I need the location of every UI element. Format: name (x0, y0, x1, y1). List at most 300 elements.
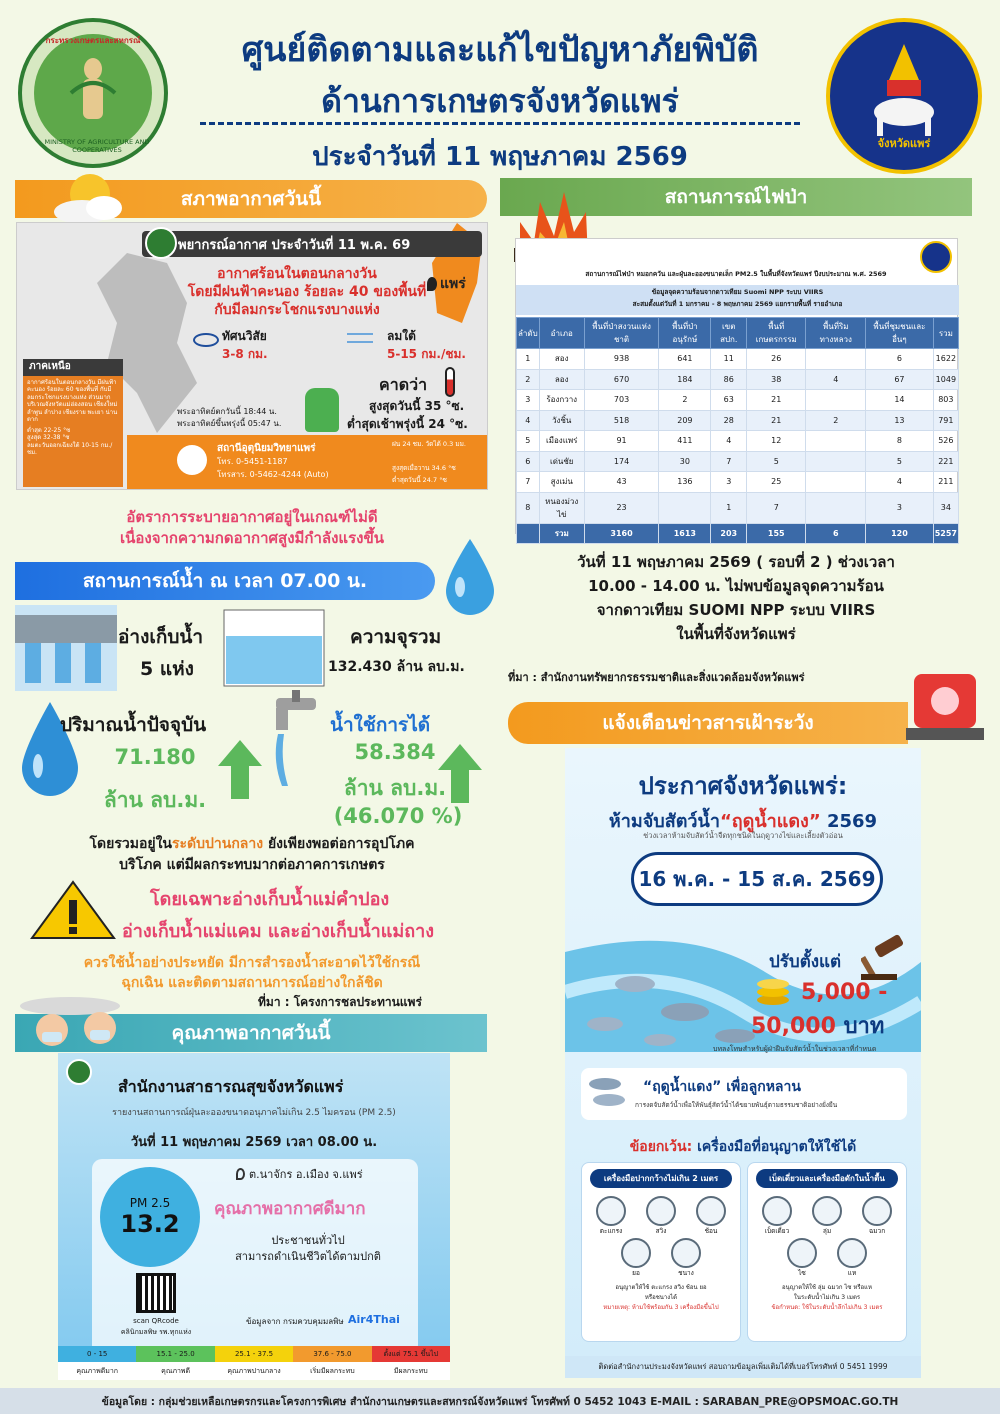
fire-table-col-header: พื้นที่ชุมชนและอื่นๆ (866, 318, 934, 349)
fire-table-total-row (517, 523, 959, 544)
fishing-tool-label: สวิง (655, 1227, 667, 1235)
sunset: พระอาทิตย์ตกวันนี้ 18:44 น. (177, 407, 277, 416)
warning-icon (28, 878, 118, 942)
forecast-label: คาดว่า (379, 375, 428, 394)
tool-group2-note2: ในระดับน้ำไม่เกิน 3 เมตร (793, 1294, 861, 1301)
fire-table-total-cell: 3160 (584, 523, 659, 544)
fishing-tool (589, 1196, 633, 1236)
fire-table-cell: 174 (584, 451, 659, 472)
fire-source: ที่มา : สำนักงานทรัพยากรธรรมชาติและสิ่งแวดล้อมจังหวัดแพร่ (508, 671, 805, 684)
fishing-tool (689, 1196, 733, 1236)
pm-level (136, 1346, 214, 1380)
fishing-tool-icon (621, 1238, 651, 1268)
current-up-arrow-icon (218, 740, 262, 766)
pm-level-list (58, 1346, 450, 1380)
phrae-seal-small-icon (920, 241, 952, 273)
tmd-logo-icon (145, 227, 177, 259)
fishing-tool (780, 1238, 824, 1278)
alert-period: 16 พ.ค. - 15 ส.ค. 2569 (631, 852, 883, 906)
fire-table-cell: 38 (747, 369, 806, 390)
page-date: ประจำวันที่ 11 พฤษภาคม 2569 (312, 142, 688, 172)
qr-code-icon (136, 1273, 176, 1313)
fire-table-cell: 641 (659, 349, 711, 370)
ministry-seal-text: MINISTRY OF AGRICULTURE AND COOPERATIVES (44, 138, 150, 154)
fire-table-wrap (516, 317, 959, 544)
alert-banner (508, 702, 908, 744)
pm-value: 13.2 (120, 1210, 180, 1238)
visibility-value: 3-8 กม. (222, 347, 268, 361)
reservoir-tank-icon (222, 608, 326, 688)
fire-table-cell: 13 (866, 410, 934, 431)
fire-table-cell: 2 (806, 410, 866, 431)
season-title: “ฤดูน้ำแดง” เพื่อลูกหลาน (643, 1079, 801, 1095)
ministry-seal (18, 18, 168, 168)
fire-table-cell: เมืองแพร่ (539, 431, 584, 452)
fishing-tool-icon (762, 1196, 792, 1226)
fire-table-cell: 938 (584, 349, 659, 370)
page-title-line1: ศูนย์ติดตามและแก้ไขปัญหาภัยพิบัติ (241, 30, 759, 70)
fire-table-row (517, 451, 959, 472)
fire-table-cell: 21 (747, 410, 806, 431)
pm-level-range: 0 - 15 (58, 1346, 136, 1362)
fire-table-col-header: พื้นที่ริมทางหลวง (806, 318, 866, 349)
pm-level-label: เริ่มมีผลกระทบ (293, 1362, 371, 1380)
pin-icon (427, 277, 437, 291)
gavel-icon (861, 934, 911, 980)
fire-table-col-header: ลำดับ (517, 318, 540, 349)
fire-table-cell: 23 (584, 492, 659, 523)
air4thai-logo: Air4Thai (348, 1313, 400, 1326)
tool-group1-list (582, 1194, 740, 1280)
province-label (427, 273, 466, 295)
fishing-tool-icon (671, 1238, 701, 1268)
station-tel2: โทรสาร. 0-5462-4244 (Auto) (217, 470, 329, 479)
fire-table-cell: 4 (806, 369, 866, 390)
alert-subtitle-year: 2569 (820, 811, 878, 832)
visibility-label: ทัศนวิสัย (222, 329, 267, 343)
fire-table-cell: 34 (933, 492, 958, 523)
reservoir-label: อ่างเก็บน้ำ (118, 626, 204, 648)
fire-table-row (517, 369, 959, 390)
fire-table-cell: 209 (659, 410, 711, 431)
fire-table-cell: 670 (584, 369, 659, 390)
tool-group1-title: เครื่องมือปากกว้างไม่เกิน 2 เมตร (590, 1169, 732, 1188)
fire-table-cell (806, 349, 866, 370)
water-summary-line1 (16, 833, 488, 855)
fire-table-cell: 86 (711, 369, 747, 390)
pm-level-label: คุณภาพปานกลาง (215, 1362, 293, 1380)
fire-table-cell: 14 (866, 390, 934, 411)
fire-table-cell: 25 (747, 472, 806, 493)
pm-level-label: คุณภาพดี (136, 1362, 214, 1380)
alert-subtitle-desc: ช่วงเวลาห้ามจับสัตว์น้ำจืดทุกชนิดในฤดูวางไข่และเลี้ยงตัวอ่อน (643, 831, 843, 840)
pm-level-scale (58, 1346, 450, 1380)
tool-group1 (581, 1162, 741, 1342)
usable-water-unit: ล้าน ลบ.ม. (343, 776, 447, 800)
fire-table-cell: 1049 (933, 369, 958, 390)
pm-level-label: คุณภาพดีมาก (58, 1362, 136, 1380)
fire-table-cell: 21 (747, 390, 806, 411)
weather-banner-label: สภาพอากาศวันนี้ (180, 188, 322, 210)
tool-group2-title: เบ็ดเดี่ยวและเครื่องมือดักในน้ำตื้น (756, 1169, 898, 1188)
fine-value2: 50,000 (751, 1014, 836, 1039)
exception-title (565, 1136, 921, 1158)
pm-level (58, 1346, 136, 1380)
ventilation-note-line1: อัตราการระบายอากาศอยู่ในเกณฑ์ไม่ดี (126, 508, 378, 526)
fire-table-cell: 8 (517, 492, 540, 523)
fire-table-cell: 11 (711, 349, 747, 370)
max-temp: สูงสุดวันนี้ 35 °ซ. (369, 399, 465, 413)
fishing-tool-icon (837, 1238, 867, 1268)
fishing-tool-label: แห (847, 1269, 857, 1277)
fire-table-cell: หนองม่วงไข่ (539, 492, 584, 523)
warn-line1: โดยเฉพาะอ่างเก็บน้ำแม่คำปอง (150, 889, 390, 910)
fire-table-row (517, 492, 959, 523)
fire-table-title: สถานการณ์ไฟป่า หมอกควัน และฝุ่นละอองขนาดเล็ก PM2.5 ในพื้นที่จังหวัดแพร่ ปีงบประมาณ พ.ศ. 2569 (585, 270, 887, 278)
sunrise: พระอาทิตย์ขึ้นพรุ่งนี้ 05:47 น. (177, 419, 282, 428)
location-pin-icon (236, 1168, 245, 1180)
water-source: ที่มา : โครงการชลประทานแพร่ (258, 995, 422, 1009)
province-seal (826, 18, 982, 174)
fire-table-total-cell: 120 (866, 523, 934, 544)
fire-table-cell: 91 (584, 431, 659, 452)
usable-water-value: 58.384 (354, 740, 436, 764)
fire-table-cell (806, 472, 866, 493)
fire-table-panel (515, 238, 958, 538)
temp-yesterday-max: สูงสุดเมื่อวาน 34.6 °ซ (392, 464, 456, 472)
exception-prefix: ข้อยกเว้น: (629, 1139, 693, 1155)
qr-label1: scan QRcode (133, 1317, 179, 1325)
tool-group1-note1: อนุญาตให้ใช้ ตะแกรง สวิง ช้อน ยอ (615, 1284, 707, 1291)
pm-level-range: 37.6 - 75.0 (293, 1346, 371, 1362)
eye-icon (193, 333, 219, 347)
tool-group1-note3: หมายเหตุ: ห้ามใช้พร้อมกัน 3 เครื่องมือขึ้นไป (603, 1304, 719, 1311)
air-advice1: ประชาชนทั่วไป (271, 1234, 345, 1247)
pm-level-range: 15.1 - 25.0 (136, 1346, 214, 1362)
fire-table-cell: 791 (933, 410, 958, 431)
forecast-headline2: โดยมีฝนฟ้าคะนอง ร้อยละ 40 ของพื้นที่ (187, 284, 427, 300)
air-report-date: วันที่ 11 พฤษภาคม 2569 เวลา 08.00 น. (130, 1135, 378, 1150)
rain-24h: ฝน 24 ชม. วัดได้ 0.3 มม. (392, 440, 466, 448)
water-summary-line2: บริโภค แต่มีผลกระทบมากต่อภาคการเกษตร (119, 857, 385, 873)
current-up-arrow-stem (231, 765, 249, 799)
fishing-tool (664, 1238, 708, 1278)
wind-icon (347, 333, 373, 343)
air-data-source: ข้อมูลจาก กรมควบคุมมลพิษ (246, 1317, 344, 1326)
fire-table-cell: 6 (866, 349, 934, 370)
air-location-label: ต.นาจักร อ.เมือง จ.แพร่ (249, 1168, 363, 1181)
fire-table-cell: 2 (659, 390, 711, 411)
fire-table-cell: 7 (517, 472, 540, 493)
fire-table-cell: 28 (711, 410, 747, 431)
pm-label: PM 2.5 (129, 1196, 171, 1210)
moph-logo-icon (66, 1059, 92, 1085)
fire-status-line3: จากดาวเทียม SUOMI NPP ระบบ VIIRS (596, 601, 876, 619)
fishing-tool-icon (646, 1196, 676, 1226)
fishing-tool-label: ตะแกรง (599, 1227, 623, 1235)
fire-table-body (517, 349, 959, 544)
fire-table-col-header: เขต สปก. (711, 318, 747, 349)
fire-table-cell: 5 (747, 451, 806, 472)
tool-group2-note3: ข้อกำหนด: ใช้ในระดับน้ำลึกไม่เกิน 3 เมตร (771, 1304, 883, 1311)
fire-table-cell: 1 (711, 492, 747, 523)
fishing-tool (614, 1238, 658, 1278)
fishing-tool (855, 1196, 899, 1236)
fire-table-total-cell: 203 (711, 523, 747, 544)
water-drop-icon (440, 535, 500, 615)
min-temp: ต่ำสุดเช้าพรุ่งนี้ 24 °ซ. (347, 417, 468, 431)
pm-level (293, 1346, 371, 1380)
sun-cloud-icon (52, 166, 132, 226)
fine-label: ปรับตั้งแต่ (769, 952, 842, 972)
fire-table-cell: 703 (584, 390, 659, 411)
season-desc: การงดจับสัตว์น้ำเพื่อให้พันธุ์สัตว์น้ำได้ขยายพันธุ์ตามธรรมชาติอย่างยั่งยืน (635, 1101, 838, 1109)
region-box (23, 359, 123, 487)
masked-people-icon (20, 996, 130, 1054)
fire-table-cell: 67 (866, 369, 934, 390)
forecast-headline3: กับมีลมกระโชกแรงบางแห่ง (214, 302, 380, 318)
fire-table-cell: 1 (517, 349, 540, 370)
tool-group2-note1: อนุญาตให้ใช้ ลุ่ม ฉมวก ไซ หรือแห (782, 1284, 872, 1291)
fire-table-head-row (517, 318, 959, 349)
fire-banner-label: สถานการณ์ไฟป่า (664, 186, 808, 208)
footer-text: ข้อมูลโดย : กลุ่มช่วยเหลือเกษตรกรและโครงการพิเศษ สำนักงานเกษตรและสหกรณ์จังหวัดแพร่ โทรศัพท์ 0 5452 1043 E-MAIL : SARABAN_PRE@OPSMOAC.GO.TH (101, 1395, 899, 1408)
fire-table-cell: 7 (747, 492, 806, 523)
fire-table-row (517, 431, 959, 452)
usable-water-percent: (46.070 %) (333, 804, 463, 828)
region-high: สูงสุด 32-38 °ซ (27, 434, 70, 441)
fire-hotspot-table (516, 317, 959, 544)
tool-group2-list (748, 1194, 906, 1280)
fire-table-cell: 30 (659, 451, 711, 472)
fire-table-cell: 526 (933, 431, 958, 452)
fire-table-cell: 43 (584, 472, 659, 493)
fire-table-total-cell (517, 523, 540, 544)
water-banner-label: สถานการณ์น้ำ ณ เวลา 07.00 น. (82, 570, 368, 592)
page-title-line2: ด้านการเกษตรจังหวัดแพร่ (321, 82, 679, 120)
ventilation-note-line2: เนื่องจากความกดอากาศสูงมีกำลังแรงขึ้น (119, 529, 384, 547)
capacity-label: ความจุรวม (350, 626, 442, 648)
fire-table-cell: 4 (866, 472, 934, 493)
fire-table-cell: 3 (517, 390, 540, 411)
alert-subtitle-prefix: ห้ามจับสัตว์น้ำ (608, 811, 720, 832)
current-water-unit: ล้าน ลบ.ม. (103, 788, 207, 812)
region-label: ภาคเหนือ (23, 359, 123, 376)
fire-table-row (517, 390, 959, 411)
fire-table-row (517, 349, 959, 370)
fire-table-col-header: อำเภอ (539, 318, 584, 349)
fishing-tool-label: ไซ (798, 1269, 806, 1277)
fishing-tool (805, 1196, 849, 1236)
fire-table-cell: 211 (933, 472, 958, 493)
fire-table-col-header: พื้นที่เกษตรกรรม (747, 318, 806, 349)
fire-table-total-cell: 6 (806, 523, 866, 544)
fire-table-cell: 1622 (933, 349, 958, 370)
summary-level: ระดับปานกลาง (171, 836, 264, 852)
region-text: อากาศร้อนในตอนกลางวัน มีฝนฟ้าคะนอง ร้อยละ 60 ของพื้นที่ กับมีลมกระโชกแรงบางแห่ง ส่วนมากบริเวณจังหวัดแม่ฮ่องสอน เชียงใหม่ ลำพูน ลำปาง เชียงราย พะเยา น่าน ตาก (27, 378, 118, 423)
warn-line2: อ่างเก็บน้ำแม่แคม และอ่างเก็บน้ำแม่ถาง (122, 921, 434, 942)
summary-prefix: โดยรวมอยู่ใน (89, 836, 172, 852)
fire-table-cell: เด่นชัย (539, 451, 584, 472)
alert-subtitle-highlight: “ฤดูน้ำแดง” (719, 811, 821, 832)
capacity-value: 132.430 ล้าน ลบ.ม. (328, 659, 465, 675)
summary-rest: ยังเพียงพอต่อการอุปโภค (263, 836, 415, 852)
fire-table-cell (806, 431, 866, 452)
region-wind: ลมตะวันออกเฉียงใต้ 10-15 กม./ชม. (27, 441, 113, 456)
fire-table-cell: ลอง (539, 369, 584, 390)
siren-icon (904, 650, 986, 744)
pm-level (215, 1346, 293, 1380)
fire-table-cell: 803 (933, 390, 958, 411)
fire-table-cell: 136 (659, 472, 711, 493)
fire-table-cell: 518 (584, 410, 659, 431)
fishing-tool-label: เบ็ดเดี่ยว (764, 1227, 790, 1235)
fire-table-sub2: สะสมตั้งแต่วันที่ 1 มกราคม - 8 พฤษภาคม 2569 แยกรายพื้นที่ รายอำเภอ (632, 300, 843, 308)
coins-icon (755, 976, 791, 1006)
air-office: สำนักงานสาธารณสุขจังหวัดแพร่ (118, 1077, 344, 1096)
fire-table-cell (659, 492, 711, 523)
fire-table-cell: 5 (866, 451, 934, 472)
province-seal-text: จังหวัดแพร่ (877, 137, 931, 150)
fishing-tool-icon (812, 1196, 842, 1226)
usable-up-arrow-stem (451, 769, 469, 803)
usable-water-label: น้ำใช้การได้ (330, 714, 431, 736)
fire-table-cell: วังชิ้น (539, 410, 584, 431)
fishing-tool (755, 1196, 799, 1236)
exception-rest: เครื่องมือที่อนุญาตให้ใช้ได้ (692, 1139, 857, 1155)
fire-table-total-cell: 155 (747, 523, 806, 544)
water-banner (15, 562, 435, 600)
station-tel1: โทร. 0-5451-1187 (217, 457, 288, 466)
forecast-title: พยากรณ์อากาศ ประจำวันที่ 11 พ.ค. 69 (178, 237, 411, 253)
fire-table-sub1: ข้อมูลจุดความร้อนจากดาวเทียม Suomi NPP ระบบ VIIRS (651, 288, 824, 296)
fire-table-cell: 6 (517, 451, 540, 472)
pm-level-label: มีผลกระทบ (372, 1362, 450, 1380)
current-water-value: 71.180 (114, 745, 196, 769)
air-location (236, 1165, 363, 1183)
fishing-tool (639, 1196, 683, 1236)
tool-group2 (747, 1162, 907, 1342)
fire-table-cell: 221 (933, 451, 958, 472)
air-banner-label: คุณภาพอากาศวันนี้ (171, 1022, 331, 1044)
fire-table-col-header: พื้นที่ป่าอนุรักษ์ (659, 318, 711, 349)
pm-level-range: ตั้งแต่ 75.1 ขึ้นไป (372, 1346, 450, 1362)
fishing-tool-label: ลุ่ม (822, 1227, 832, 1235)
pm-level (372, 1346, 450, 1380)
fire-table-cell (806, 390, 866, 411)
pm-level-range: 25.1 - 37.5 (215, 1346, 293, 1362)
fire-table-cell: 63 (711, 390, 747, 411)
fishing-tool-icon (787, 1238, 817, 1268)
fishing-tool-label: ช้อน (704, 1227, 718, 1235)
fire-table-cell: 4 (711, 431, 747, 452)
fine-value1: 5,000 - (801, 980, 888, 1005)
fishing-tool-label: ยอ (632, 1269, 640, 1277)
thermometer-icon (445, 367, 455, 397)
fine-note: บทลงโทษสำหรับผู้ฝ่าฝืนจับสัตว์น้ำในช่วงเวลาที่กำหนด (713, 1045, 877, 1053)
station-logo-icon (177, 445, 207, 475)
alert-poster (565, 748, 921, 1378)
mascot-icon (305, 388, 339, 432)
tool-group1-note2: หรือชนางได้ (644, 1294, 678, 1301)
faucet-icon (262, 690, 332, 790)
fire-table-col-header: รวม (933, 318, 958, 349)
advice-line2: ฉุกเฉิน และติดตามสถานการณ์อย่างใกล้ชิด (121, 975, 383, 991)
wind-value: 5-15 กม./ชม. (387, 347, 466, 361)
air-report-desc: รายงานสถานการณ์ฝุ่นละอองขนาดอนุภาคไม่เกิน 2.5 ไมครอน (PM 2.5) (112, 1108, 396, 1118)
fire-table-total-cell: 5257 (933, 523, 958, 544)
fire-table-cell: 12 (747, 431, 806, 452)
province-name: แพร่ (440, 276, 466, 292)
fire-status-line1: วันที่ 11 พฤษภาคม 2569 ( รอบที่ 2 ) ช่วงเวลา (577, 553, 895, 571)
fire-table-cell: สูงเม่น (539, 472, 584, 493)
fishing-tool-icon (862, 1196, 892, 1226)
fire-table-cell: 3 (866, 492, 934, 523)
fire-table-cell: 5 (517, 431, 540, 452)
forecast-panel (16, 222, 488, 490)
current-water-label: ปริมาณน้ำปัจจุบัน (60, 714, 207, 736)
fire-table-cell: 411 (659, 431, 711, 452)
fire-table-cell: 184 (659, 369, 711, 390)
forecast-header (142, 231, 482, 257)
alert-banner-label: แจ้งเตือนข่าวสารเฝ้าระวัง (602, 712, 814, 734)
fire-table-row (517, 410, 959, 431)
qr-label2: คลินิกมลพิษ รพ.ทุกแห่ง (120, 1328, 192, 1336)
alert-contact: ติดต่อสำนักงานประมงจังหวัดแพร่ สอบถามข้อมูลเพิ่มเติมได้ที่เบอร์โทรศัพท์ 0 5451 1999 (565, 1356, 921, 1378)
fire-table-cell: สอง (539, 349, 584, 370)
fire-table-cell: 3 (711, 472, 747, 493)
air-panel (58, 1053, 450, 1379)
pm-circle (100, 1167, 200, 1267)
fine-unit: บาท (843, 1014, 885, 1039)
dam-icon (15, 605, 117, 691)
fire-table-total-cell: รวม (539, 523, 584, 544)
fire-table-cell: 8 (866, 431, 934, 452)
fire-table-cell: 26 (747, 349, 806, 370)
fishing-tool-label: ชนาง (678, 1269, 694, 1277)
fishing-tool (830, 1238, 874, 1278)
fire-status-line2: 10.00 - 14.00 น. ไม่พบข้อมูลจุดความร้อน (588, 577, 884, 595)
station-bar (127, 435, 488, 490)
forecast-headline1: อากาศร้อนในตอนกลางวัน (217, 266, 377, 282)
ministry-seal-top: กระทรวงเกษตรและสหกรณ์ (45, 36, 141, 45)
advice-line1: ควรใช้น้ำอย่างประหยัด มีการสำรองน้ำสะอาดไว้ใช้กรณี (83, 955, 421, 971)
fire-table-cell: 7 (711, 451, 747, 472)
fire-status-line4: ในพื้นที่จังหวัดแพร่ (676, 625, 796, 643)
fire-table-row (517, 472, 959, 493)
fire-table-cell: 4 (517, 410, 540, 431)
fine-value2-row (751, 1008, 884, 1043)
alert-title: ประกาศจังหวัดแพร่: (638, 772, 848, 800)
fishing-tool-icon (696, 1196, 726, 1226)
deity-icon (63, 53, 123, 133)
fire-table-cell (806, 451, 866, 472)
fire-table-cell (806, 492, 866, 523)
fishing-tool-label: ฉมวก (868, 1227, 886, 1235)
fishing-tool-icon (596, 1196, 626, 1226)
fire-table-total-cell: 1613 (659, 523, 711, 544)
horse-pavilion-icon (859, 40, 949, 140)
air-quality-label: คุณภาพอากาศดีมาก (214, 1199, 366, 1219)
fish-school-icon (583, 1072, 629, 1112)
temp-today-min: ต่ำสุดวันนี้ 24.7 °ซ (392, 476, 447, 484)
usable-up-arrow-icon (438, 744, 482, 770)
fire-table-cell: ร้องกวาง (539, 390, 584, 411)
wind-label: ลมใต้ (387, 329, 416, 343)
fire-table-cell: 2 (517, 369, 540, 390)
fire-table-col-header: พื้นที่ป่าสงวนแห่งชาติ (584, 318, 659, 349)
station-name: สถานีอุตุนิยมวิทยาแพร่ (217, 443, 316, 454)
